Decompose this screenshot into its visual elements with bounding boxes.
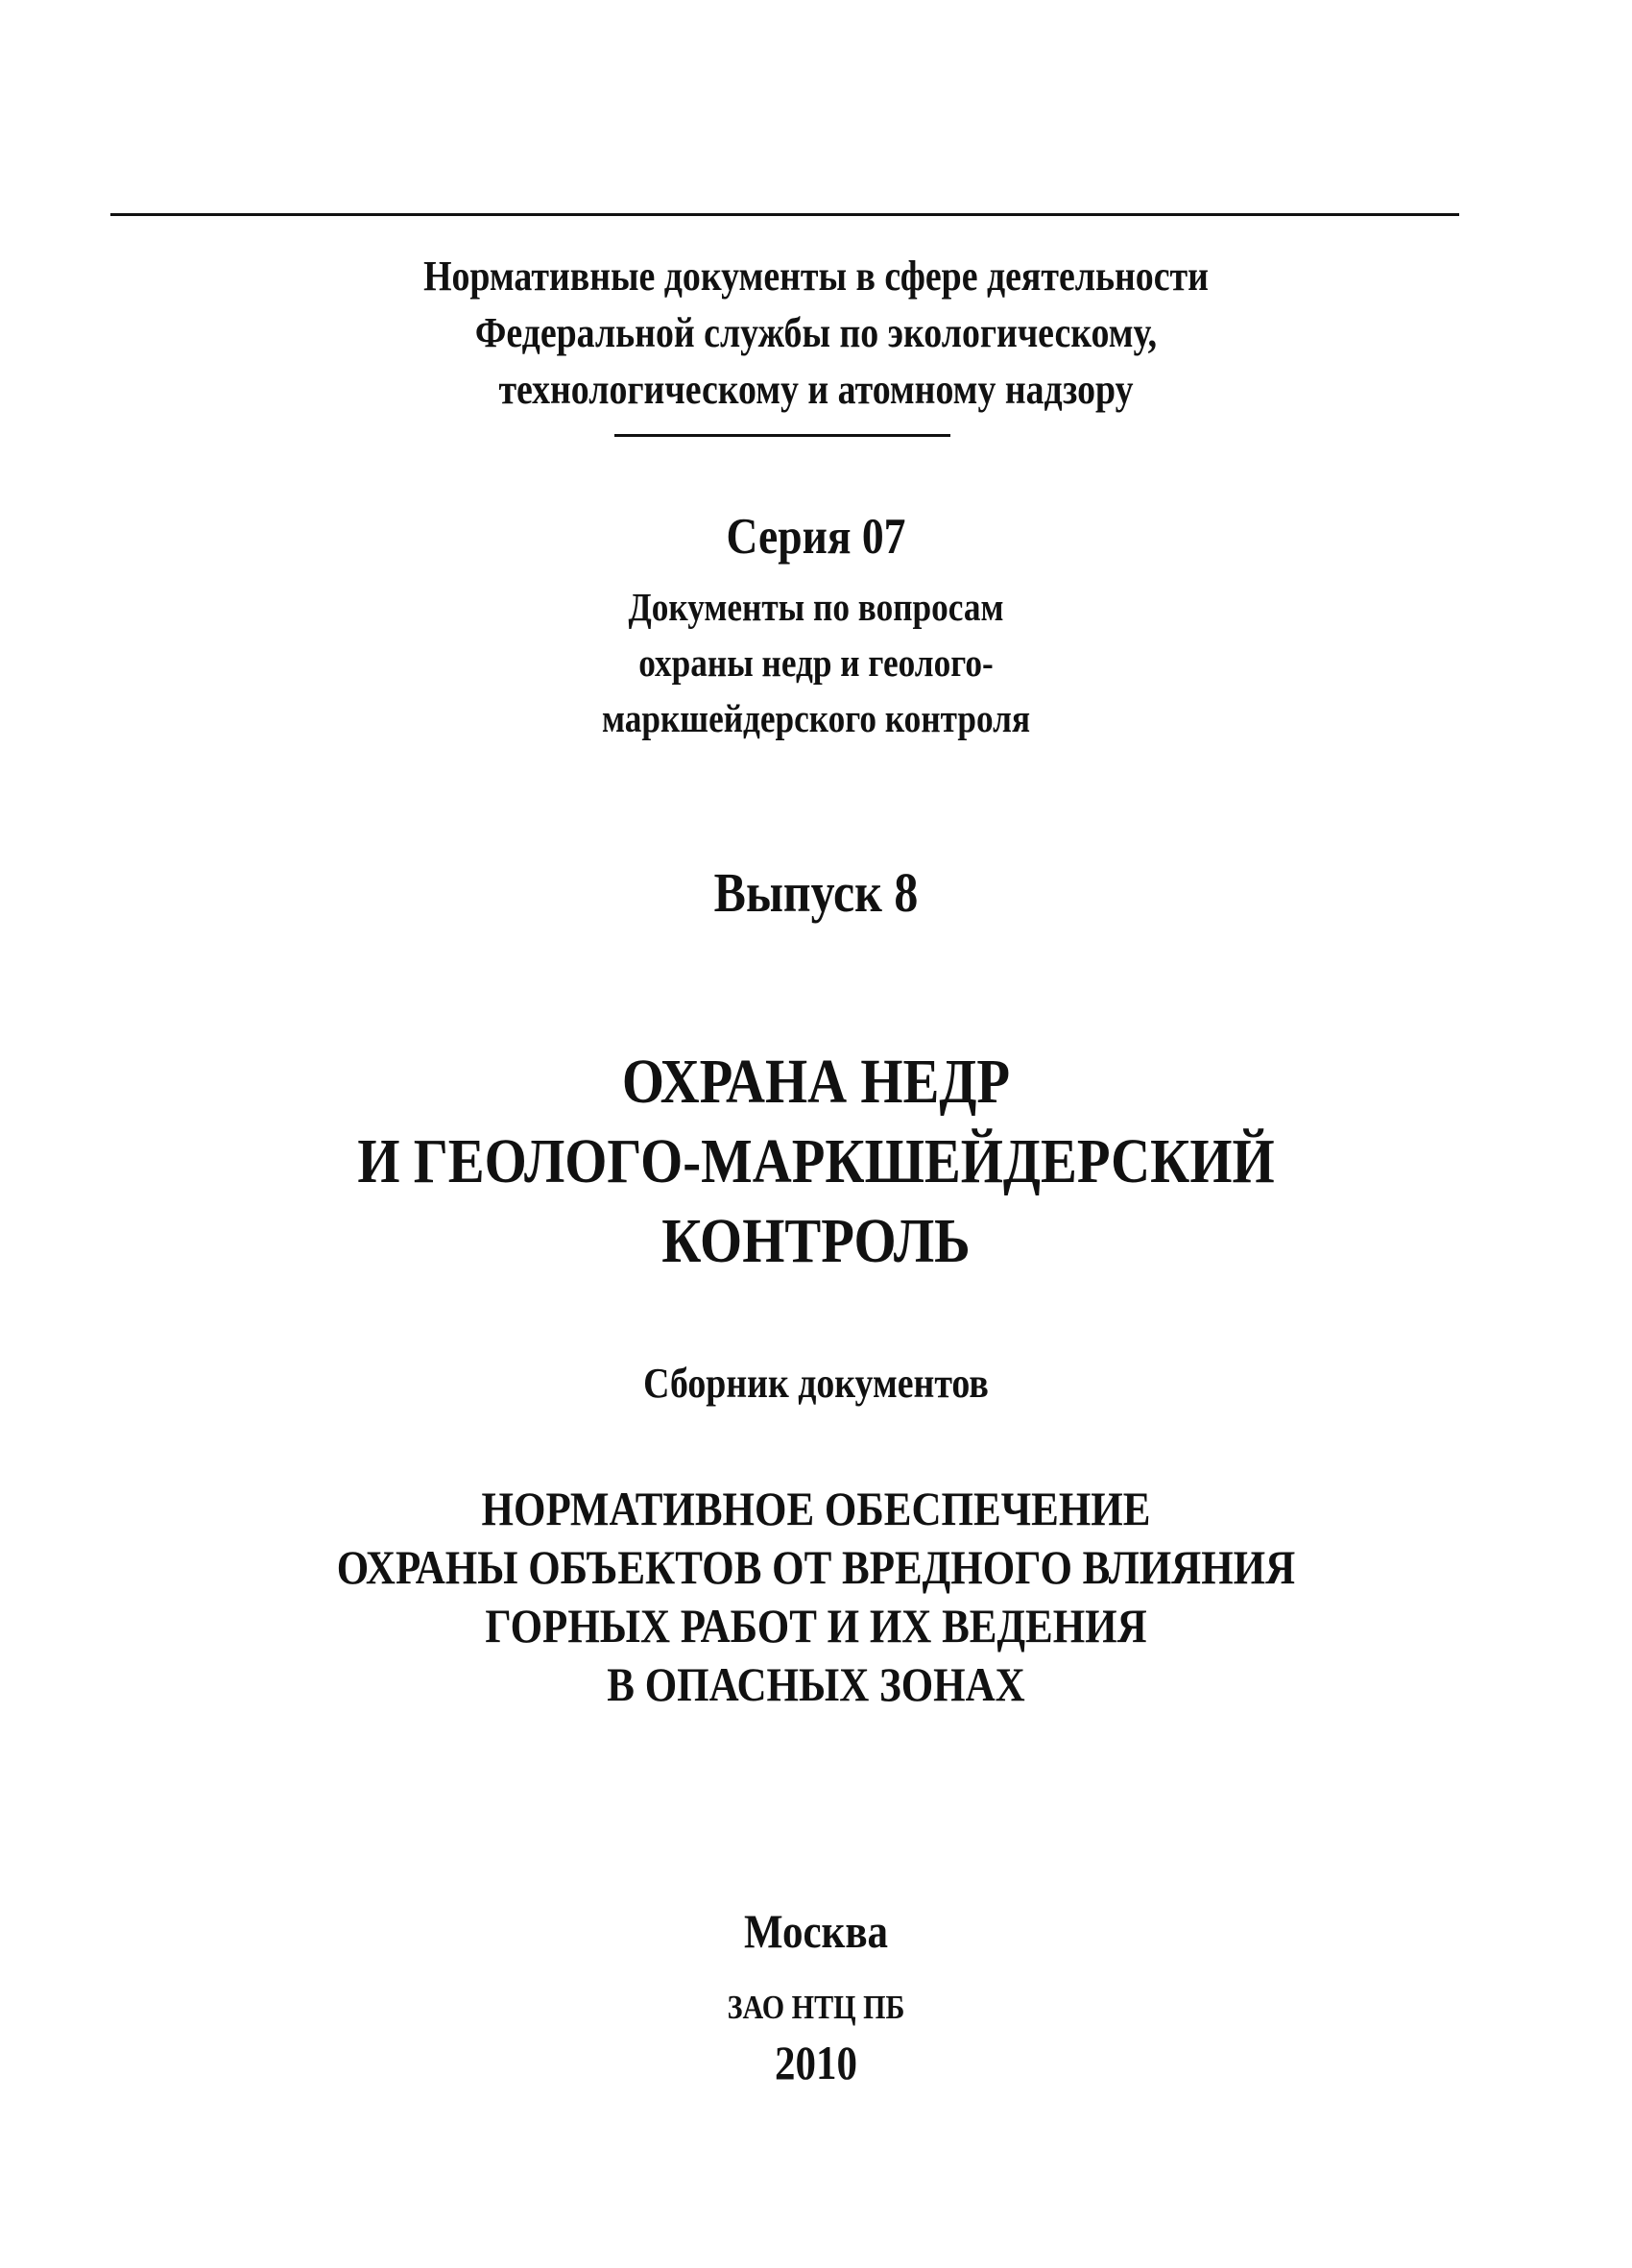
series-description-line: маркшейдерского контроля <box>601 696 1031 740</box>
section-title-line: НОРМАТИВНОЕ ОБЕСПЕЧЕНИЕ <box>481 1482 1151 1535</box>
top-divider <box>110 213 1459 216</box>
series-description <box>114 579 1518 746</box>
section-title-line: В ОПАСНЫХ ЗОНАХ <box>607 1657 1025 1711</box>
main-title-line: КОНТРОЛЬ <box>661 1206 971 1276</box>
section-title <box>114 1480 1518 1714</box>
main-title-line: И ГЕОЛОГО-МАРКШЕЙДЕРСКИЙ <box>357 1126 1275 1196</box>
imprint-city: Москва <box>743 1904 889 1958</box>
collection-subtitle: Сборник документов <box>643 1360 989 1407</box>
header-line: технологическому и атомному надзору <box>498 366 1134 413</box>
header-block <box>114 248 1518 418</box>
header-line: Нормативные документы в сфере деятельности <box>423 253 1209 300</box>
series-title: Серия 07 <box>726 509 906 565</box>
header-divider <box>614 434 950 437</box>
header-line: Федеральной службы по экологическому, <box>474 309 1158 356</box>
main-title <box>114 1042 1518 1281</box>
section-title-line: ОХРАНЫ ОБЪЕКТОВ ОТ ВРЕДНОГО ВЛИЯНИЯ <box>336 1540 1296 1594</box>
series-description-line: охраны недр и геолого- <box>638 640 994 685</box>
imprint-publisher: ЗАО НТЦ ПБ <box>727 1989 905 2026</box>
section-title-line: ГОРНЫХ РАБОТ И ИХ ВЕДЕНИЯ <box>485 1599 1147 1653</box>
imprint-year: 2010 <box>775 2036 857 2089</box>
issue-number: Выпуск 8 <box>713 861 919 924</box>
main-title-line: ОХРАНА НЕДР <box>621 1047 1011 1117</box>
series-description-line: Документы по вопросам <box>628 585 1004 629</box>
